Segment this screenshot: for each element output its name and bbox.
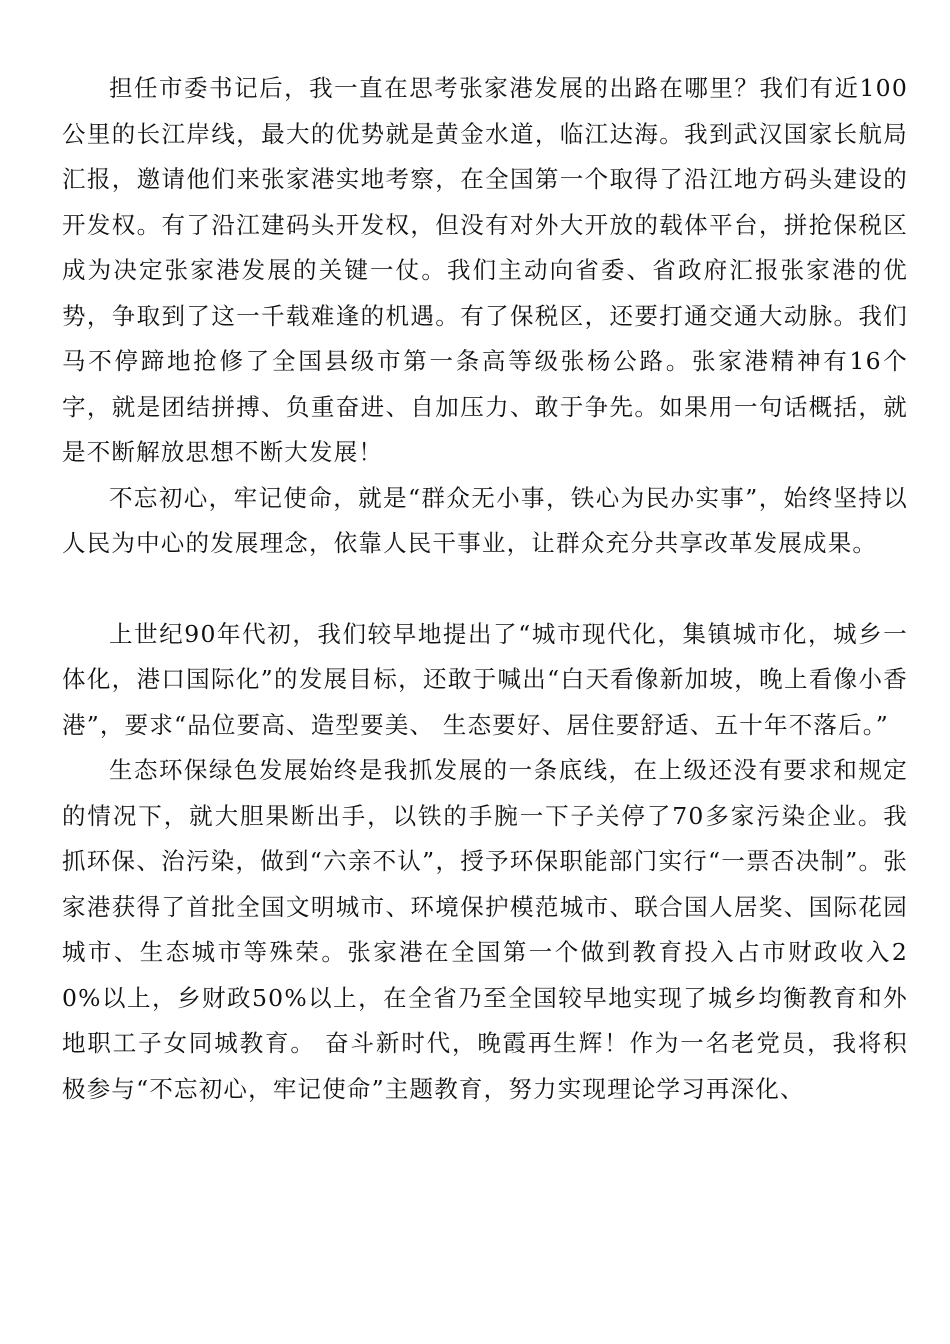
paragraph-1: 担任市委书记后，我一直在思考张家港发展的出路在哪里？我们有近100公里的长江岸线，最大的优势就是黄金水道，临江达海。我到武汉国家长航局汇报，邀请他们来张家港实地考察，在全国第一个取得了沿江地方码头建设的开发权。有了沿江建码头开发权，但没有对外大开放的载体平台，拼抢保税区成为决定张家港发展的关键一仗。我们主动向省委、省政府汇报张家港的优势，争取到了这一千载难逢的机遇。有了保税区，还要打通交通大动脉。我们马不停蹄地抢修了全国县级市第一条高等级张杨公路。张家港精神有16个字，就是团结拼搏、负重奋进、自加压力、敢于争先。如果用一句话概括，就是不断解放思想不断大发展！ (62, 74, 908, 466)
paragraph-4: 生态环保绿色发展始终是我抓发展的一条底线，在上级还没有要求和规定的情况下，就大胆果断出手，以铁的手腕一下子关停了70多家污染企业。我抓环保、治污染，做到“六亲不认”，授予环保职能部门实行“一票否决制”。张家港获得了首批全国文明城市、环境保护模范城市、联合国人居奖、国际花园城市、生态城市等殊荣。张家港在全国第一个做到教育投入占市财政收入20%以上，乡财政50%以上，在全省乃至全国较早地实现了城乡均衡教育和外地职工子女同城教育。 奋斗新时代，晚霞再生辉！作为一名老党员，我将积极参与“不忘初心，牢记使命”主题教育，努力实现理论学习再深化、 (62, 756, 908, 1103)
document-body (62, 66, 908, 1112)
paragraph-3: 上世纪90年代初，我们较早地提出了“城市现代化，集镇城市化，城乡一体化，港口国际化”的发展目标，还敢于喊出“白天看像新加坡，晚上看像小香港”，要求“品位要高、造型要美、 生态要好、居住要舒适、五十年不落后。” (62, 619, 908, 739)
paragraph-spacer (62, 567, 908, 612)
paragraph-2: 不忘初心，牢记使命，就是“群众无小事，铁心为民办实事”，始终坚持以人民为中心的发展理念，依靠人民干事业，让群众充分共享改革发展成果。 (62, 483, 908, 557)
